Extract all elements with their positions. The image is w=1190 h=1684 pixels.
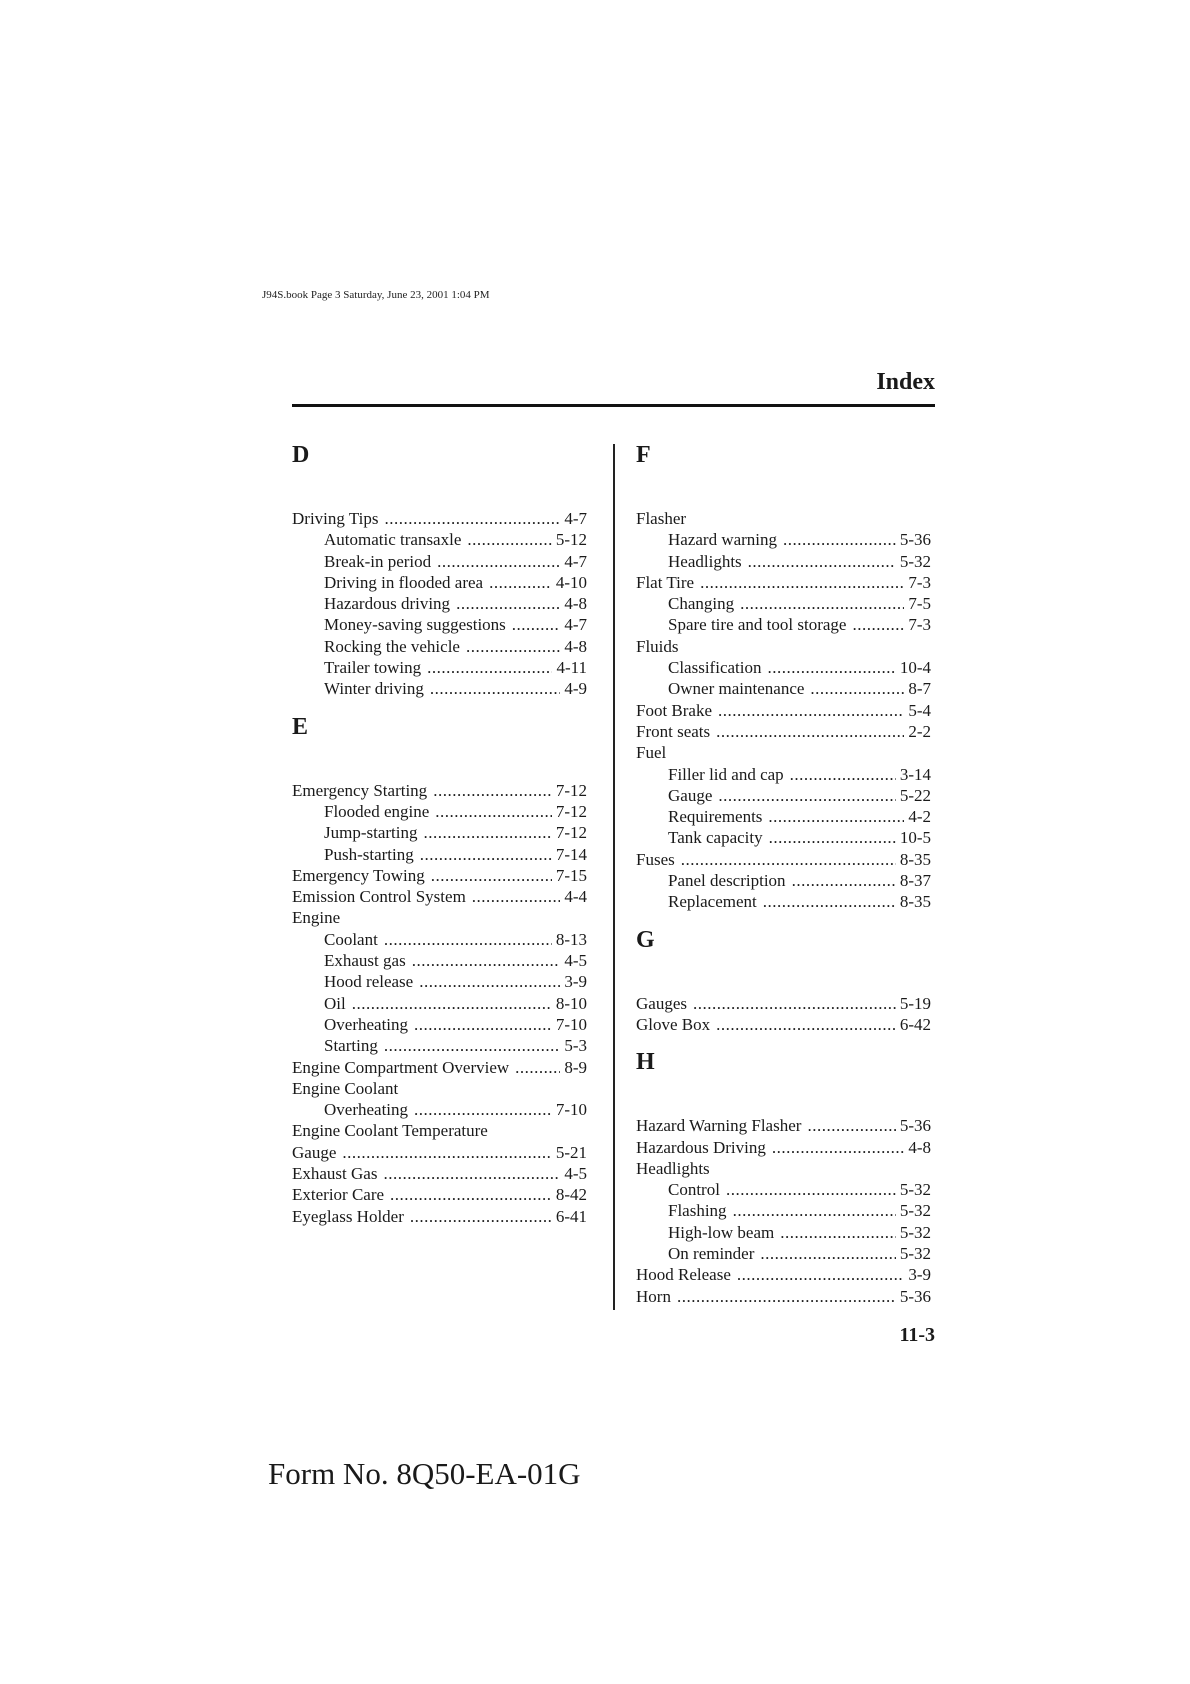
- dot-leader: [716, 1014, 896, 1035]
- index-entry: [636, 1115, 931, 1136]
- index-entry-page: 7-12: [555, 801, 587, 821]
- index-entry: [636, 1014, 931, 1035]
- index-entry: [292, 1206, 587, 1227]
- dot-leader: [419, 971, 560, 992]
- dot-leader: [515, 1057, 560, 1078]
- dot-leader: [427, 657, 552, 678]
- index-entry-page: 8-10: [555, 993, 587, 1013]
- index-entry: [636, 614, 931, 635]
- dot-leader: [740, 593, 904, 614]
- index-entry: [636, 870, 931, 891]
- section-letter-d: D: [292, 442, 310, 468]
- dot-leader: [810, 678, 904, 699]
- index-column-left: [292, 442, 587, 1227]
- dot-leader: [807, 1115, 895, 1136]
- index-entry-page: 8-42: [555, 1185, 587, 1205]
- index-entry: [292, 801, 587, 822]
- index-entry-label: Gauge: [292, 1142, 337, 1162]
- index-entry-label: Engine: [292, 908, 341, 928]
- dot-leader: [383, 1163, 560, 1184]
- index-entry: [636, 1179, 931, 1200]
- index-entry-label: Hazard warning: [668, 530, 778, 550]
- index-entry-label: Fluids: [636, 636, 679, 656]
- index-entry-label: Driving in flooded area: [324, 572, 484, 592]
- index-entry-label: Headlights: [668, 551, 742, 571]
- index-entry: [636, 636, 931, 657]
- index-entry-label: Oil: [324, 993, 346, 1013]
- dot-leader: [489, 572, 552, 593]
- index-entry-label: Exterior Care: [292, 1185, 385, 1205]
- index-entry-label: On reminder: [668, 1244, 755, 1264]
- dot-leader: [768, 806, 904, 827]
- index-entry: [636, 1286, 931, 1307]
- section-letter-h: H: [636, 1049, 655, 1076]
- index-entry: [292, 929, 587, 950]
- index-entry-page: 5-12: [555, 530, 587, 550]
- index-entry-page: 5-22: [899, 785, 931, 805]
- index-entry-label: Hazardous driving: [324, 594, 451, 614]
- dot-leader: [790, 764, 896, 785]
- dot-leader: [693, 993, 896, 1014]
- index-entry-page: 8-35: [899, 892, 931, 912]
- index-entry-label: Gauges: [636, 993, 687, 1013]
- index-entry-page: 7-15: [555, 865, 587, 885]
- index-entry-label: Automatic transaxle: [324, 530, 462, 550]
- index-entry-label: Eyeglass Holder: [292, 1206, 404, 1226]
- index-entry-label: Overheating: [324, 1100, 409, 1120]
- index-entry-label: Trailer towing: [324, 658, 422, 678]
- index-entry-page: 4-10: [555, 572, 587, 592]
- section-letter-g: G: [636, 926, 655, 953]
- index-entry-page: 5-4: [908, 700, 931, 720]
- dot-leader: [412, 950, 561, 971]
- dot-leader: [431, 865, 552, 886]
- index-entry-label: Glove Box: [636, 1014, 711, 1034]
- index-entry: [636, 1264, 931, 1285]
- index-entry-page: 10-5: [899, 828, 931, 848]
- index-entry-label: Coolant: [324, 929, 378, 949]
- index-entry-label: Flooded engine: [324, 801, 430, 821]
- index-entry-label: Jump-starting: [324, 823, 418, 843]
- index-entry-label: Control: [668, 1180, 720, 1200]
- index-entry-page: 10-4: [899, 658, 931, 678]
- index-entry: [636, 1158, 931, 1179]
- index-entry: [292, 1078, 587, 1099]
- index-entry: [636, 993, 931, 1014]
- section-e-entries: [292, 780, 587, 1227]
- index-entry-page: 5-19: [899, 993, 931, 1013]
- index-entry-label: Hazard Warning Flasher: [636, 1116, 802, 1136]
- index-entry: [292, 950, 587, 971]
- dot-leader: [726, 1179, 896, 1200]
- index-entry-page: 5-36: [899, 1286, 931, 1306]
- section-g-entries: [636, 993, 931, 1036]
- index-entry: [292, 572, 587, 593]
- book-file-info: J94S.book Page 3 Saturday, June 23, 2001 1:04 PM: [262, 289, 490, 301]
- index-entry: [636, 806, 931, 827]
- index-entry-page: 4-7: [564, 615, 587, 635]
- index-entry-page: 4-5: [564, 1164, 587, 1184]
- index-entry-label: Hood Release: [636, 1265, 731, 1285]
- index-entry-label: Spare tire and tool storage: [668, 615, 847, 635]
- index-entry: [292, 1184, 587, 1205]
- dot-leader: [780, 1222, 896, 1243]
- index-entry-label: High-low beam: [668, 1222, 775, 1242]
- index-entry-page: 5-32: [899, 551, 931, 571]
- index-entry-page: 4-8: [564, 636, 587, 656]
- index-entry: [292, 551, 587, 572]
- dot-leader: [456, 593, 560, 614]
- index-entry-label: Fuses: [636, 849, 675, 869]
- dot-leader: [716, 721, 904, 742]
- index-entry-label: Classification: [668, 658, 762, 678]
- dot-leader: [414, 1014, 552, 1035]
- dot-leader: [767, 657, 895, 678]
- dot-leader: [424, 822, 552, 843]
- index-entry: [636, 572, 931, 593]
- index-entry: [292, 1014, 587, 1035]
- index-entry-page: 7-12: [555, 823, 587, 843]
- dot-leader: [852, 614, 904, 635]
- dot-leader: [433, 780, 552, 801]
- index-entry-page: 4-8: [564, 594, 587, 614]
- index-entry-page: 7-3: [908, 615, 931, 635]
- index-entry-page: 8-7: [908, 679, 931, 699]
- index-entry-page: 8-13: [555, 929, 587, 949]
- index-entry: [292, 1163, 587, 1184]
- index-entry-label: Filler lid and cap: [668, 764, 784, 784]
- index-entry-label: Front seats: [636, 721, 711, 741]
- dot-leader: [760, 1243, 895, 1264]
- index-entry-label: Hood release: [324, 972, 414, 992]
- dot-leader: [384, 1035, 560, 1056]
- index-entry-page: 7-3: [908, 572, 931, 592]
- dot-leader: [763, 891, 896, 912]
- dot-leader: [783, 529, 896, 550]
- index-entry: [292, 865, 587, 886]
- dot-leader: [718, 700, 904, 721]
- dot-leader: [748, 551, 896, 572]
- dot-leader: [420, 844, 552, 865]
- index-entry: [636, 721, 931, 742]
- index-entry-label: Owner maintenance: [668, 679, 805, 699]
- index-entry: [636, 891, 931, 912]
- index-entry: [292, 1142, 587, 1163]
- index-entry-label: Headlights: [636, 1158, 710, 1178]
- index-entry: [636, 508, 931, 529]
- index-entry: [636, 529, 931, 550]
- index-entry-page: 5-3: [564, 1036, 587, 1056]
- index-entry-page: 2-2: [908, 721, 931, 741]
- index-entry-label: Foot Brake: [636, 700, 713, 720]
- index-entry-label: Horn: [636, 1286, 671, 1306]
- index-entry: [636, 827, 931, 848]
- index-entry: [636, 764, 931, 785]
- index-entry-page: 6-42: [899, 1014, 931, 1034]
- dot-leader: [435, 801, 552, 822]
- dot-leader: [677, 1286, 896, 1307]
- index-entry: [292, 529, 587, 550]
- index-entry-page: 4-7: [564, 551, 587, 571]
- index-entry-page: 4-2: [908, 807, 931, 827]
- index-entry-page: 4-4: [564, 887, 587, 907]
- dot-leader: [390, 1184, 552, 1205]
- index-entry-label: Tank capacity: [668, 828, 763, 848]
- dot-leader: [737, 1264, 904, 1285]
- index-entry: [292, 636, 587, 657]
- index-entry-page: 4-11: [556, 658, 587, 678]
- index-entry-page: 7-10: [555, 1014, 587, 1034]
- dot-leader: [342, 1142, 551, 1163]
- dot-leader: [430, 678, 560, 699]
- index-entry-page: 5-32: [899, 1201, 931, 1221]
- index-entry: [292, 614, 587, 635]
- page-title: Index: [876, 369, 935, 395]
- index-entry-label: Hazardous Driving: [636, 1137, 766, 1157]
- index-entry: [292, 678, 587, 699]
- index-entry-label: Rocking the vehicle: [324, 636, 460, 656]
- index-entry-label: Engine Coolant Temperature: [292, 1121, 488, 1141]
- index-entry-page: 7-10: [555, 1100, 587, 1120]
- index-entry: [292, 508, 587, 529]
- section-d-entries: [292, 508, 587, 700]
- index-entry-page: 3-9: [908, 1265, 931, 1285]
- index-entry-label: Flashing: [668, 1201, 727, 1221]
- index-entry-label: Flat Tire: [636, 572, 695, 592]
- index-entry-label: Money-saving suggestions: [324, 615, 506, 635]
- index-entry: [292, 844, 587, 865]
- index-entry-label: Replacement: [668, 892, 757, 912]
- dot-leader: [384, 929, 552, 950]
- index-entry-page: 4-8: [908, 1137, 931, 1157]
- index-entry: [292, 993, 587, 1014]
- dot-leader: [792, 870, 896, 891]
- dot-leader: [772, 1137, 905, 1158]
- index-entry: [636, 785, 931, 806]
- index-entry: [292, 907, 587, 928]
- index-entry: [636, 1200, 931, 1221]
- index-entry: [636, 1222, 931, 1243]
- index-entry: [292, 886, 587, 907]
- index-entry-label: Exhaust gas: [324, 951, 406, 971]
- section-letter-f: F: [636, 442, 651, 468]
- index-entry-page: 7-5: [908, 594, 931, 614]
- index-entry-label: Emission Control System: [292, 887, 466, 907]
- index-entry-label: Exhaust Gas: [292, 1164, 378, 1184]
- index-entry: [636, 657, 931, 678]
- index-entry-page: 5-36: [899, 530, 931, 550]
- index-entry: [292, 971, 587, 992]
- index-entry: [636, 678, 931, 699]
- index-entry-label: Winter driving: [324, 679, 424, 699]
- dot-leader: [512, 614, 561, 635]
- index-entry-page: 7-12: [555, 780, 587, 800]
- dot-leader: [769, 827, 896, 848]
- index-entry-label: Panel description: [668, 871, 786, 891]
- index-entry-label: Push-starting: [324, 844, 414, 864]
- index-entry-label: Fuel: [636, 743, 667, 763]
- dot-leader: [352, 993, 552, 1014]
- dot-leader: [414, 1099, 552, 1120]
- index-entry: [292, 1057, 587, 1078]
- index-entry: [292, 657, 587, 678]
- dot-leader: [472, 886, 561, 907]
- index-entry: [292, 593, 587, 614]
- index-entry: [292, 1099, 587, 1120]
- index-entry-page: 6-41: [555, 1206, 587, 1226]
- index-entry: [292, 1035, 587, 1056]
- index-entry-page: 7-14: [555, 844, 587, 864]
- index-entry: [292, 780, 587, 801]
- index-entry-label: Flasher: [636, 509, 687, 528]
- index-entry-page: 8-37: [899, 871, 931, 891]
- index-entry-label: Emergency Starting: [292, 780, 428, 800]
- dot-leader: [718, 785, 895, 806]
- index-entry: [636, 849, 931, 870]
- section-f-entries: [636, 508, 931, 913]
- index-entry-page: 8-9: [564, 1057, 587, 1077]
- form-number: Form No. 8Q50-EA-01G: [268, 1456, 581, 1491]
- index-entry-page: 3-14: [899, 764, 931, 784]
- dot-leader: [681, 849, 896, 870]
- index-entry-page: 3-9: [564, 972, 587, 992]
- index-entry-page: 5-32: [899, 1180, 931, 1200]
- index-entry-page: 4-7: [564, 509, 587, 528]
- dot-leader: [466, 636, 560, 657]
- index-entry-page: 5-32: [899, 1244, 931, 1264]
- index-entry-page: 8-35: [899, 849, 931, 869]
- index-entry: [636, 593, 931, 614]
- index-entry-label: Overheating: [324, 1014, 409, 1034]
- dot-leader: [437, 551, 560, 572]
- index-entry-label: Emergency Towing: [292, 865, 425, 885]
- section-h-entries: [636, 1115, 931, 1307]
- index-entry-label: Requirements: [668, 807, 763, 827]
- index-entry-label: Driving Tips: [292, 509, 379, 528]
- index-entry: [292, 822, 587, 843]
- index-entry: [292, 1120, 587, 1141]
- index-entry-page: 4-5: [564, 951, 587, 971]
- index-column-right: [636, 442, 931, 1307]
- index-entry: [636, 1243, 931, 1264]
- index-entry-label: Engine Coolant: [292, 1078, 399, 1098]
- index-entry: [636, 700, 931, 721]
- page-number: 11-3: [899, 1324, 935, 1346]
- index-entry-page: 5-32: [899, 1222, 931, 1242]
- dot-leader: [467, 529, 551, 550]
- index-entry-label: Starting: [324, 1036, 378, 1056]
- dot-leader: [384, 508, 560, 529]
- index-entry-page: 4-9: [564, 679, 587, 699]
- index-entry: [636, 1137, 931, 1158]
- index-entry: [636, 742, 931, 763]
- dot-leader: [410, 1206, 552, 1227]
- index-entry-label: Gauge: [668, 785, 713, 805]
- dot-leader: [700, 572, 904, 593]
- index-entry: [636, 551, 931, 572]
- column-divider: [613, 444, 615, 1310]
- index-entry-label: Break-in period: [324, 551, 432, 571]
- index-entry-label: Changing: [668, 594, 735, 614]
- title-rule: [292, 404, 935, 407]
- index-entry-page: 5-21: [555, 1142, 587, 1162]
- index-entry-label: Engine Compartment Overview: [292, 1057, 510, 1077]
- dot-leader: [733, 1200, 896, 1221]
- section-letter-e: E: [292, 713, 309, 740]
- index-entry-page: 5-36: [899, 1116, 931, 1136]
